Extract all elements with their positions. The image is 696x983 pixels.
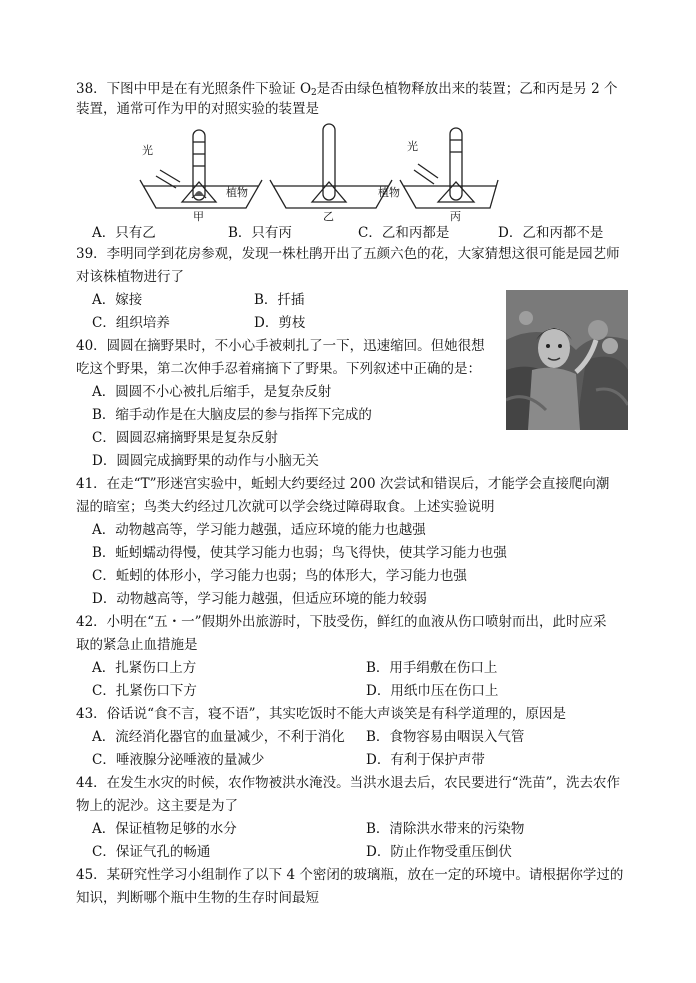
q39-option-c: C．组织培养	[92, 315, 170, 331]
q39-stem-line2: 对该株植物进行了	[76, 269, 184, 285]
fig-plant-label-2: 植物	[378, 186, 400, 199]
q42-stem-line1: 42．小明在“五・一”假期外出旅游时，下肢受伤，鲜红的血液从伤口喷射而出，此时应采	[76, 614, 607, 630]
q44-stem-line1: 44．在发生水灾的时候，农作物被洪水淹没。当洪水退去后，农民要进行“洗苗”，洗去农作	[76, 775, 620, 791]
q41-stem-line1: 41．在走“T”形迷宫实验中，蚯蚓大约要经过 200 次尝试和错误后，才能学会直接爬向潮	[76, 476, 610, 492]
q42-stem-line2: 取的紧急止血措施是	[76, 637, 198, 653]
q44-stem-line2: 物上的泥沙。这主要是为了	[76, 798, 238, 814]
q40-option-b: B．缩手动作是在大脑皮层的参与指挥下完成的	[92, 407, 372, 423]
fig-plant-label-1: 植物	[226, 186, 248, 199]
fig-label-yi: 乙	[323, 210, 334, 223]
fig-label-bing: 丙	[450, 210, 461, 223]
q40-stem-line2: 吃这个野果，第二次伸手忍着痛摘下了野果。下列叙述中正确的是：	[76, 361, 481, 377]
q38-option-b: B．只有丙	[228, 225, 292, 241]
q38-option-c: C．乙和丙都是	[358, 225, 450, 241]
q42-option-d: D．用纸巾压在伤口上	[366, 683, 499, 699]
q45-stem-line2: 知识，判断哪个瓶中生物的生存时间最短	[76, 890, 319, 906]
q40-stem-line1: 40．圆圆在摘野果时，不小心手被刺扎了一下，迅速缩回。但她很想	[76, 338, 485, 354]
q38-option-d: D．乙和丙都不是	[498, 225, 604, 241]
q44-option-c: C．保证气孔的畅通	[92, 844, 211, 860]
q40-option-a: A．圆圆不小心被扎后缩手，是复杂反射	[92, 384, 332, 400]
q44-option-a: A．保证植物足够的水分	[92, 821, 237, 837]
q38-stem-line1: 38．下图中甲是在有光照条件下验证 $O_2$是否由绿色植物释放出来的装置；乙和丙是另 2 个	[76, 81, 618, 98]
fig-light-label-1: 光	[142, 144, 153, 157]
q41-option-b: B．蚯蚓蠕动得慢，使其学习能力也弱；鸟飞得快，使其学习能力也强	[92, 545, 507, 561]
q43-option-d: D．有利于保护声带	[366, 752, 485, 768]
q41-option-a: A．动物越高等，学习能力越强，适应环境的能力也越强	[92, 522, 426, 538]
q44-option-d: D．防止作物受重压倒伏	[366, 844, 512, 860]
q39-option-a: A．嫁接	[92, 292, 143, 308]
q44-option-b: B．清除洪水带来的污染物	[366, 821, 525, 837]
q38-apparatus-figure	[120, 120, 500, 228]
q40-option-d: D．圆圆完成摘野果的动作与小脑无关	[92, 453, 319, 469]
q45-stem-line1: 45．某研究性学习小组制作了以下 4 个密闭的玻璃瓶，放在一定的环境中。请根据你学过的	[76, 867, 624, 883]
q43-option-c: C．唾液腺分泌唾液的量减少	[92, 752, 265, 768]
q39-option-b: B．扦插	[254, 292, 305, 308]
q43-stem-line1: 43．俗话说“食不言，寝不语”，其实吃饭时不能大声谈笑是有科学道理的，原因是	[76, 706, 566, 722]
q43-option-b: B．食物容易由咽误入气管	[366, 729, 525, 745]
q41-stem-line2: 湿的暗室；鸟类大约经过几次就可以学会绕过障碍取食。上述实验说明	[76, 499, 495, 515]
q38-option-a: A．只有乙	[92, 225, 156, 241]
q40-option-c: C．圆圆忍痛摘野果是复杂反射	[92, 430, 278, 446]
q41-option-c: C．蚯蚓的体形小，学习能力也弱；鸟的体形大，学习能力也强	[92, 568, 467, 584]
q42-option-a: A．扎紧伤口上方	[92, 660, 197, 676]
q42-option-b: B．用手绢敷在伤口上	[366, 660, 498, 676]
fig-label-jia: 甲	[193, 210, 204, 223]
picking-fruit-photo	[506, 290, 628, 430]
q39-stem-line1: 39．李明同学到花房参观，发现一株杜鹃开出了五颜六色的花，大家猜想这很可能是园艺师	[76, 246, 620, 262]
fig-light-label-2: 光	[407, 140, 418, 153]
q41-option-d: D．动物越高等，学习能力越强，但适应环境的能力较弱	[92, 591, 427, 607]
q39-option-d: D．剪枝	[254, 315, 306, 331]
q38-stem-line2: 装置，通常可作为甲的对照实验的装置是	[76, 101, 319, 117]
q42-option-c: C．扎紧伤口下方	[92, 683, 197, 699]
q43-option-a: A．流经消化器官的血量减少，不利于消化	[92, 729, 345, 745]
